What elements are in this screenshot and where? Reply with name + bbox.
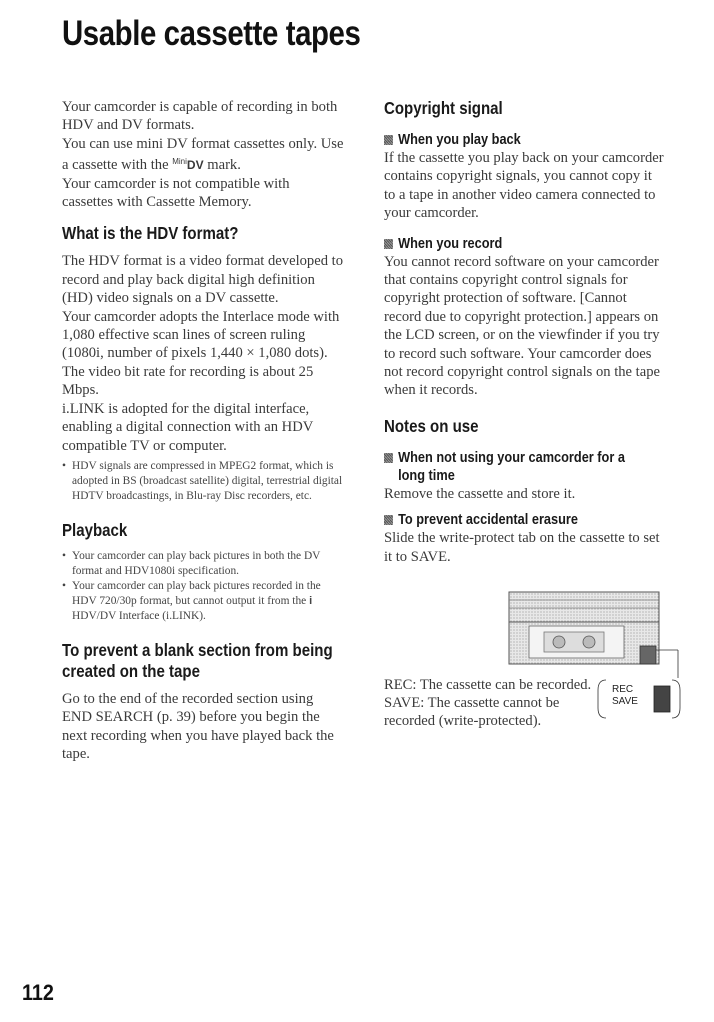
play-back-para: If the cassette you play back on your camcorder contains copyright signals, you cannot copy it to a tape in another video camera connected to your camcorder.	[384, 150, 664, 222]
hdv-para-4: i.LINK is adopted for the digital interface, enabling a digital connection with an HDV compatible TV or computer.	[62, 400, 314, 454]
tab-legend	[384, 676, 594, 730]
blank-section-para: Go to the end of the recorded section using END SEARCH (p. 39) before you begin the next recording when you have played back the tape.	[62, 690, 334, 763]
save-description: SAVE: The cassette cannot be recorded (write-protected).	[384, 695, 560, 729]
hdv-format-heading: What is the HDV format?	[62, 223, 239, 244]
hdv-para-2: Your camcorder adopts the Interlace mode with 1,080 effective scan lines of screen ruling (1080i, number of pixels 1,440 × 1,080 dots).	[62, 308, 340, 362]
intro-para-1: Your camcorder is capable of recording in both HDV and DV formats.	[62, 99, 338, 134]
record-subheading	[384, 235, 632, 253]
blank-section-heading: To prevent a blank section from being created on the tape	[62, 639, 333, 681]
hdv-para-1: The HDV format is a video format developed to record and play back digital high definition (HD) video signals on a DV cassette.	[62, 253, 343, 307]
play-back-subheading-text: When you play back	[398, 132, 521, 148]
rec-description: REC: The cassette can be recorded.	[384, 677, 592, 693]
play-back-subheading	[384, 131, 632, 149]
page-number: 112	[22, 980, 54, 1005]
right-column	[384, 98, 666, 566]
tab-save-label: SAVE	[612, 696, 638, 707]
intro-para-3: Your camcorder is not compatible with cassettes with Cassette Memory.	[62, 175, 290, 211]
record-subheading-text: When you record	[398, 235, 503, 252]
not-using-subheading	[384, 449, 632, 485]
playback-item-text: Your camcorder can play back pictures recorded in the HDV 720/30p format, but cannot output it from the	[72, 579, 321, 607]
playback-heading: Playback	[62, 519, 128, 540]
mini-dv-logo-icon	[172, 153, 203, 174]
erasure-subheading	[384, 511, 632, 529]
record-para: You cannot record software on your camcorder that contains copyright control signals for copyright protection of software. [Cannot record due to copyright protection.] appears on the LCD screen, or on the viewfinder if you try to record such software. Your camcorder does not record copyright control signals on the tape when it records.	[384, 253, 660, 399]
mini-dv-logo-mark: DV	[186, 158, 204, 173]
cassette-figure	[384, 590, 684, 750]
erasure-subheading-text: To prevent accidental erasure	[398, 512, 578, 529]
intro-text: You can use mini DV format cassettes only. Use a cassette with the	[62, 135, 344, 174]
hdv-note-item: • HDV signals are compressed in MPEG2 format, which is adopted in BS (broadcast satellite) digital, terrestrial digital HDTV broadcastings, in Blu-ray Disc recorders, etc.	[62, 459, 344, 504]
square-bullet-icon	[384, 239, 393, 249]
playback-item: • Your camcorder can play back pictures in both the DV format and HDV1080i specification.	[62, 549, 344, 579]
mini-dv-logo-prefix: Mini	[172, 157, 187, 167]
page-title: Usable cassette tapes	[62, 14, 361, 53]
notes-heading: Notes on use	[384, 415, 479, 436]
write-protect-tab-labels	[612, 684, 638, 708]
not-using-subheading-text: When not using your camcorder for a long time	[398, 449, 625, 484]
ilink-icon: i	[309, 594, 313, 607]
intro-text-end: mark.	[207, 157, 241, 174]
playback-list	[62, 549, 344, 624]
hdv-notes-list	[62, 459, 344, 504]
playback-item-text-end: HDV/DV Interface (i.LINK).	[72, 609, 206, 622]
copyright-heading: Copyright signal	[384, 98, 503, 118]
tab-rec-label: REC	[612, 684, 634, 695]
square-bullet-icon	[384, 135, 393, 145]
not-using-para: Remove the cassette and store it.	[384, 485, 576, 502]
hdv-para-3: The video bit rate for recording is about 25 Mbps.	[62, 363, 314, 399]
square-bullet-icon	[384, 515, 393, 525]
erasure-para: Slide the write-protect tab on the cassette to set it to SAVE.	[384, 530, 660, 565]
square-bullet-icon	[384, 453, 393, 463]
left-column	[62, 98, 344, 764]
intro-para-2	[62, 135, 344, 175]
playback-item	[62, 579, 344, 624]
